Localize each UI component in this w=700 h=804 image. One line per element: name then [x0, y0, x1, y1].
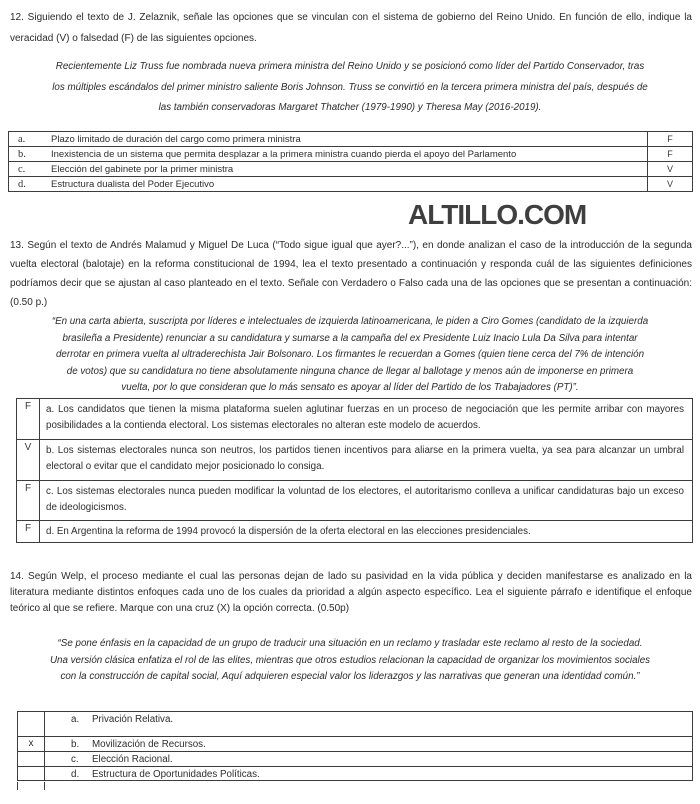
row-answer: F	[17, 481, 40, 520]
row-letter: c.	[71, 754, 79, 765]
quote-line: “En una carta abierta, suscripta por líderes e intelectuales de izquierda latinoamericana, le piden a Ciro Gomes (candidato de la izquierda	[51, 316, 649, 327]
quote-line: “Se pone énfasis en la capacidad de un grupo de traducir una situación en un reclamo y trasladar este reclamo al resto de la sociedad.	[57, 638, 643, 649]
row-text: Elección del gabinete por la primer ministra	[51, 163, 234, 175]
row-text: d. En Argentina la reforma de 1994 provocó la dispersión de la oferta electoral en las elecciones presidenciales.	[46, 526, 531, 537]
table-row	[17, 439, 692, 480]
row-letter: b.	[71, 739, 80, 750]
table-row	[18, 766, 692, 780]
row-text: Elección Racional.	[92, 754, 173, 765]
row-letter: a.	[18, 133, 26, 145]
cutoff-table-border-fragment	[44, 782, 45, 790]
table-row	[9, 176, 692, 191]
row-content	[45, 752, 692, 766]
question-13-prompt: 13. Según el texto de Andrés Malamud y Miguel De Luca (“Todo sigue igual que ayer?...”), en donde analizan el caso de la introducción de la segunda vuelta electoral (balotaje) en la reforma constitucional de 1994, lea el texto presentado a continuación y responda cuál de las siguientes definiciones podríamos decir que se ajustan al caso planteado en el texto. Señale con Verdadero o Falso cada una de las opciones que se presentan a continuación: (0.50 p.)	[10, 240, 692, 308]
row-content	[45, 767, 692, 780]
row-text: Estructura dualista del Poder Ejecutivo	[51, 178, 215, 190]
question-14-quote	[25, 636, 675, 686]
quote-line: Una versión clásica enfatiza el rol de las elites, mientras que otros estudios relacionan la capacidad de organizar los movimientos sociales	[49, 654, 651, 666]
row-content	[45, 712, 692, 736]
quote-line: Recientemente Liz Truss fue nombrada nueva primera ministra del Reino Unido y se posicionó como líder del Partido Conservador, tras	[55, 61, 645, 72]
table-row	[9, 161, 692, 176]
row-mark: x	[18, 737, 45, 751]
row-mark	[18, 712, 45, 736]
quote-line: brasileña a Presidente) renunciar a su candidatura y sumarse a la campaña del ex Presidente Luiz Inacio Lula Da Silva para intentar	[62, 332, 638, 344]
row-text: Movilización de Recursos.	[92, 739, 206, 750]
row-text: Plazo limitado de duración del cargo como primera ministra	[51, 133, 301, 145]
table-row	[9, 132, 692, 146]
cutoff-table-border-fragment	[17, 782, 18, 790]
table-row	[9, 146, 692, 161]
quote-line: con la construcción de capital social, Aquí adquieren especial valor los liderazgos y las narrativas que generan una identidad común.”	[60, 671, 640, 682]
row-text: a. Los candidatos que tienen la misma plataforma suelen aglutinar fuerzas en un proceso de negociación que les permite arribar con mayores posibilidades a la contienda electoral. Los sistemas electorales no alteran este modelo de acuerdos.	[46, 404, 684, 431]
question-14-table	[17, 711, 693, 781]
quote-line: de votos) que su candidatura no tiene absolutamente ninguna chance de llegar al ballotage y menos aún de imponerse en primera	[66, 365, 634, 377]
table-row	[17, 480, 692, 520]
row-text: Privación Relativa.	[92, 714, 174, 725]
row-answer: F	[647, 147, 692, 161]
row-letter: a.	[71, 714, 80, 725]
question-12-quote	[28, 57, 672, 119]
row-text: Inexistencia de un sistema que permita desplazar a la primera ministra cuando pierda el apoyo del Parlamento	[51, 148, 517, 160]
altillo-watermark: ALTILLO.COM	[408, 199, 587, 230]
quote-line: las también conservadoras Margaret Thatcher (1979-1990) y Theresa May (2016-2019).	[158, 102, 542, 113]
row-answer: F	[17, 399, 40, 439]
table-row	[17, 399, 692, 439]
row-letter: d.	[71, 769, 80, 780]
row-mark	[18, 767, 45, 780]
row-text: Estructura de Oportunidades Políticas.	[92, 769, 260, 780]
row-answer: F	[17, 521, 40, 542]
row-letter: b.	[18, 148, 26, 160]
row-letter: c.	[18, 163, 26, 175]
table-row	[18, 712, 692, 736]
question-12-table	[8, 131, 693, 192]
row-content	[45, 737, 692, 751]
quote-line: los múltiples escándalos del primer ministro saliente Boris Johnson. Truss se convirtió en la tercera primera ministra del país, después de	[52, 81, 648, 93]
table-row	[18, 736, 692, 751]
question-12-prompt: 12. Siguiendo el texto de J. Zelaznik, señale las opciones que se vinculan con el sistema de gobierno del Reino Unido. En función de ello, indique la veracidad (V) o falsedad (F) de las siguientes opciones.	[10, 12, 692, 44]
row-text: c. Los sistemas electorales nunca pueden modificar la voluntad de los electores, el autoritarismo conlleva a unificar candidaturas bajo un exceso de ideologicismos.	[46, 486, 684, 513]
quote-line: vuelta, por lo que consideran que lo más sensato es apoyar al líder del Partido de los Trabajadores (PT)”.	[121, 382, 579, 394]
row-answer: V	[647, 177, 692, 191]
table-row	[18, 751, 692, 766]
row-answer: F	[647, 132, 692, 146]
question-13-table	[16, 398, 693, 543]
row-answer: V	[17, 440, 40, 480]
row-letter: d.	[18, 178, 26, 190]
row-answer: V	[647, 162, 692, 176]
row-mark	[18, 752, 45, 766]
row-text: b. Los sistemas electorales nunca son neutros, los partidos tienen incentivos para aliarse en la primera vuelta, ya sea para alcanzar un umbral electoral o evitar que el candidato mejor posicionado lo consiga.	[46, 445, 684, 472]
question-14-prompt: 14. Según Welp, el proceso mediante el cual las personas dejan de lado su pasividad en la vida pública y deciden manifestarse es analizado en la literatura mediante distintos enfoques cada uno de los cuales da prioridad a algún aspecto específico. Lea el siguiente párrafo e identifique el enfoque teórico al que se refiere. Marque con una cruz (X) la opción correcta. (0.50p)	[10, 571, 692, 614]
table-row	[17, 520, 692, 542]
quote-line: derrotar en primera vuelta al ultraderechista Jair Bolsonaro. Los firmantes le recuerdan a Gomes (quien tiene cerca del 7% de intención	[55, 349, 645, 361]
question-13-quote	[25, 314, 675, 397]
